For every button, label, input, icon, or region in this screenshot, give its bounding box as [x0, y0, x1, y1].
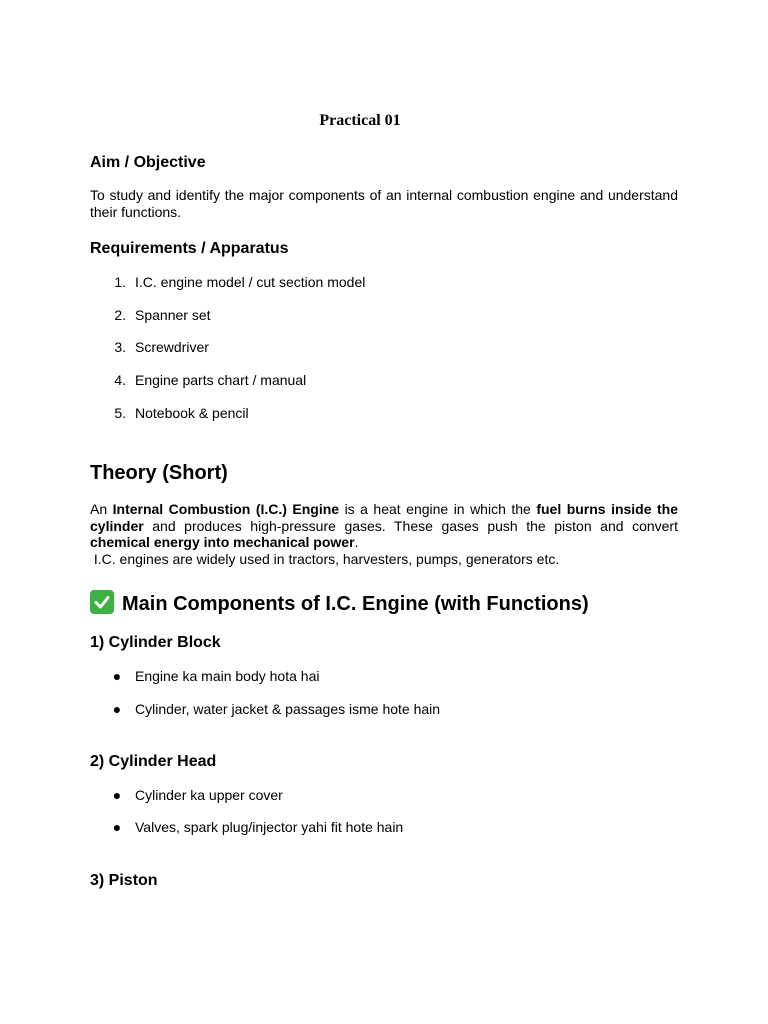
theory-bold-term: fuel burns inside the cylinder: [90, 501, 679, 534]
bullet-icon: ●: [112, 819, 122, 835]
list-number: 2.: [114, 307, 126, 323]
bullet-icon: ●: [112, 787, 122, 803]
section-heading-cylinder-block: 1) Cylinder Block: [90, 634, 221, 651]
bullet-text: Valves, spark plug/injector yahi fit hote hain: [135, 819, 404, 835]
section-heading-piston: 3) Piston: [90, 872, 158, 889]
list-item-text: Spanner set: [135, 307, 211, 323]
requirements-heading: Requirements / Apparatus: [90, 240, 289, 257]
theory-text: .: [354, 534, 359, 550]
section-heading-cylinder-head: 2) Cylinder Head: [90, 753, 217, 770]
bullet-text: Engine ka main body hota hai: [135, 668, 320, 684]
aim-heading: Aim / Objective: [90, 154, 206, 171]
theory-heading: Theory (Short): [90, 462, 228, 484]
list-number: 4.: [114, 372, 126, 388]
theory-text: An: [90, 501, 113, 517]
list-number: 5.: [114, 405, 126, 421]
aim-text: To study and identify the major components of an internal combustion engine and understand their functions.: [90, 187, 678, 220]
theory-paragraph: [90, 501, 678, 551]
check-mark-icon: [90, 590, 114, 614]
theory-paragraph-2: I.C. engines are widely used in tractors, harvesters, pumps, generators etc.: [90, 551, 560, 567]
components-heading: [90, 590, 589, 617]
list-number: 1.: [114, 274, 126, 290]
list-number: 3.: [114, 339, 126, 355]
list-item-text: I.C. engine model / cut section model: [135, 274, 366, 290]
bullet-icon: ●: [112, 668, 122, 684]
components-heading-text: Main Components of I.C. Engine (with Functions): [122, 593, 589, 615]
page-title: Practical 01: [319, 112, 401, 129]
theory-bold-term: chemical energy into mechanical power: [90, 534, 355, 550]
bullet-text: Cylinder ka upper cover: [135, 787, 283, 803]
bullet-icon: ●: [112, 701, 122, 717]
list-item-text: Notebook & pencil: [135, 405, 249, 421]
list-item-text: Screwdriver: [135, 339, 209, 355]
theory-bold-term: Internal Combustion (I.C.) Engine: [112, 501, 340, 517]
theory-text: is a heat engine in which the: [339, 501, 537, 517]
theory-text: and produces high-pressure gases. These gases push the piston and convert: [143, 517, 678, 534]
list-item-text: Engine parts chart / manual: [135, 372, 307, 388]
bullet-text: Cylinder, water jacket & passages isme hote hain: [135, 701, 441, 717]
